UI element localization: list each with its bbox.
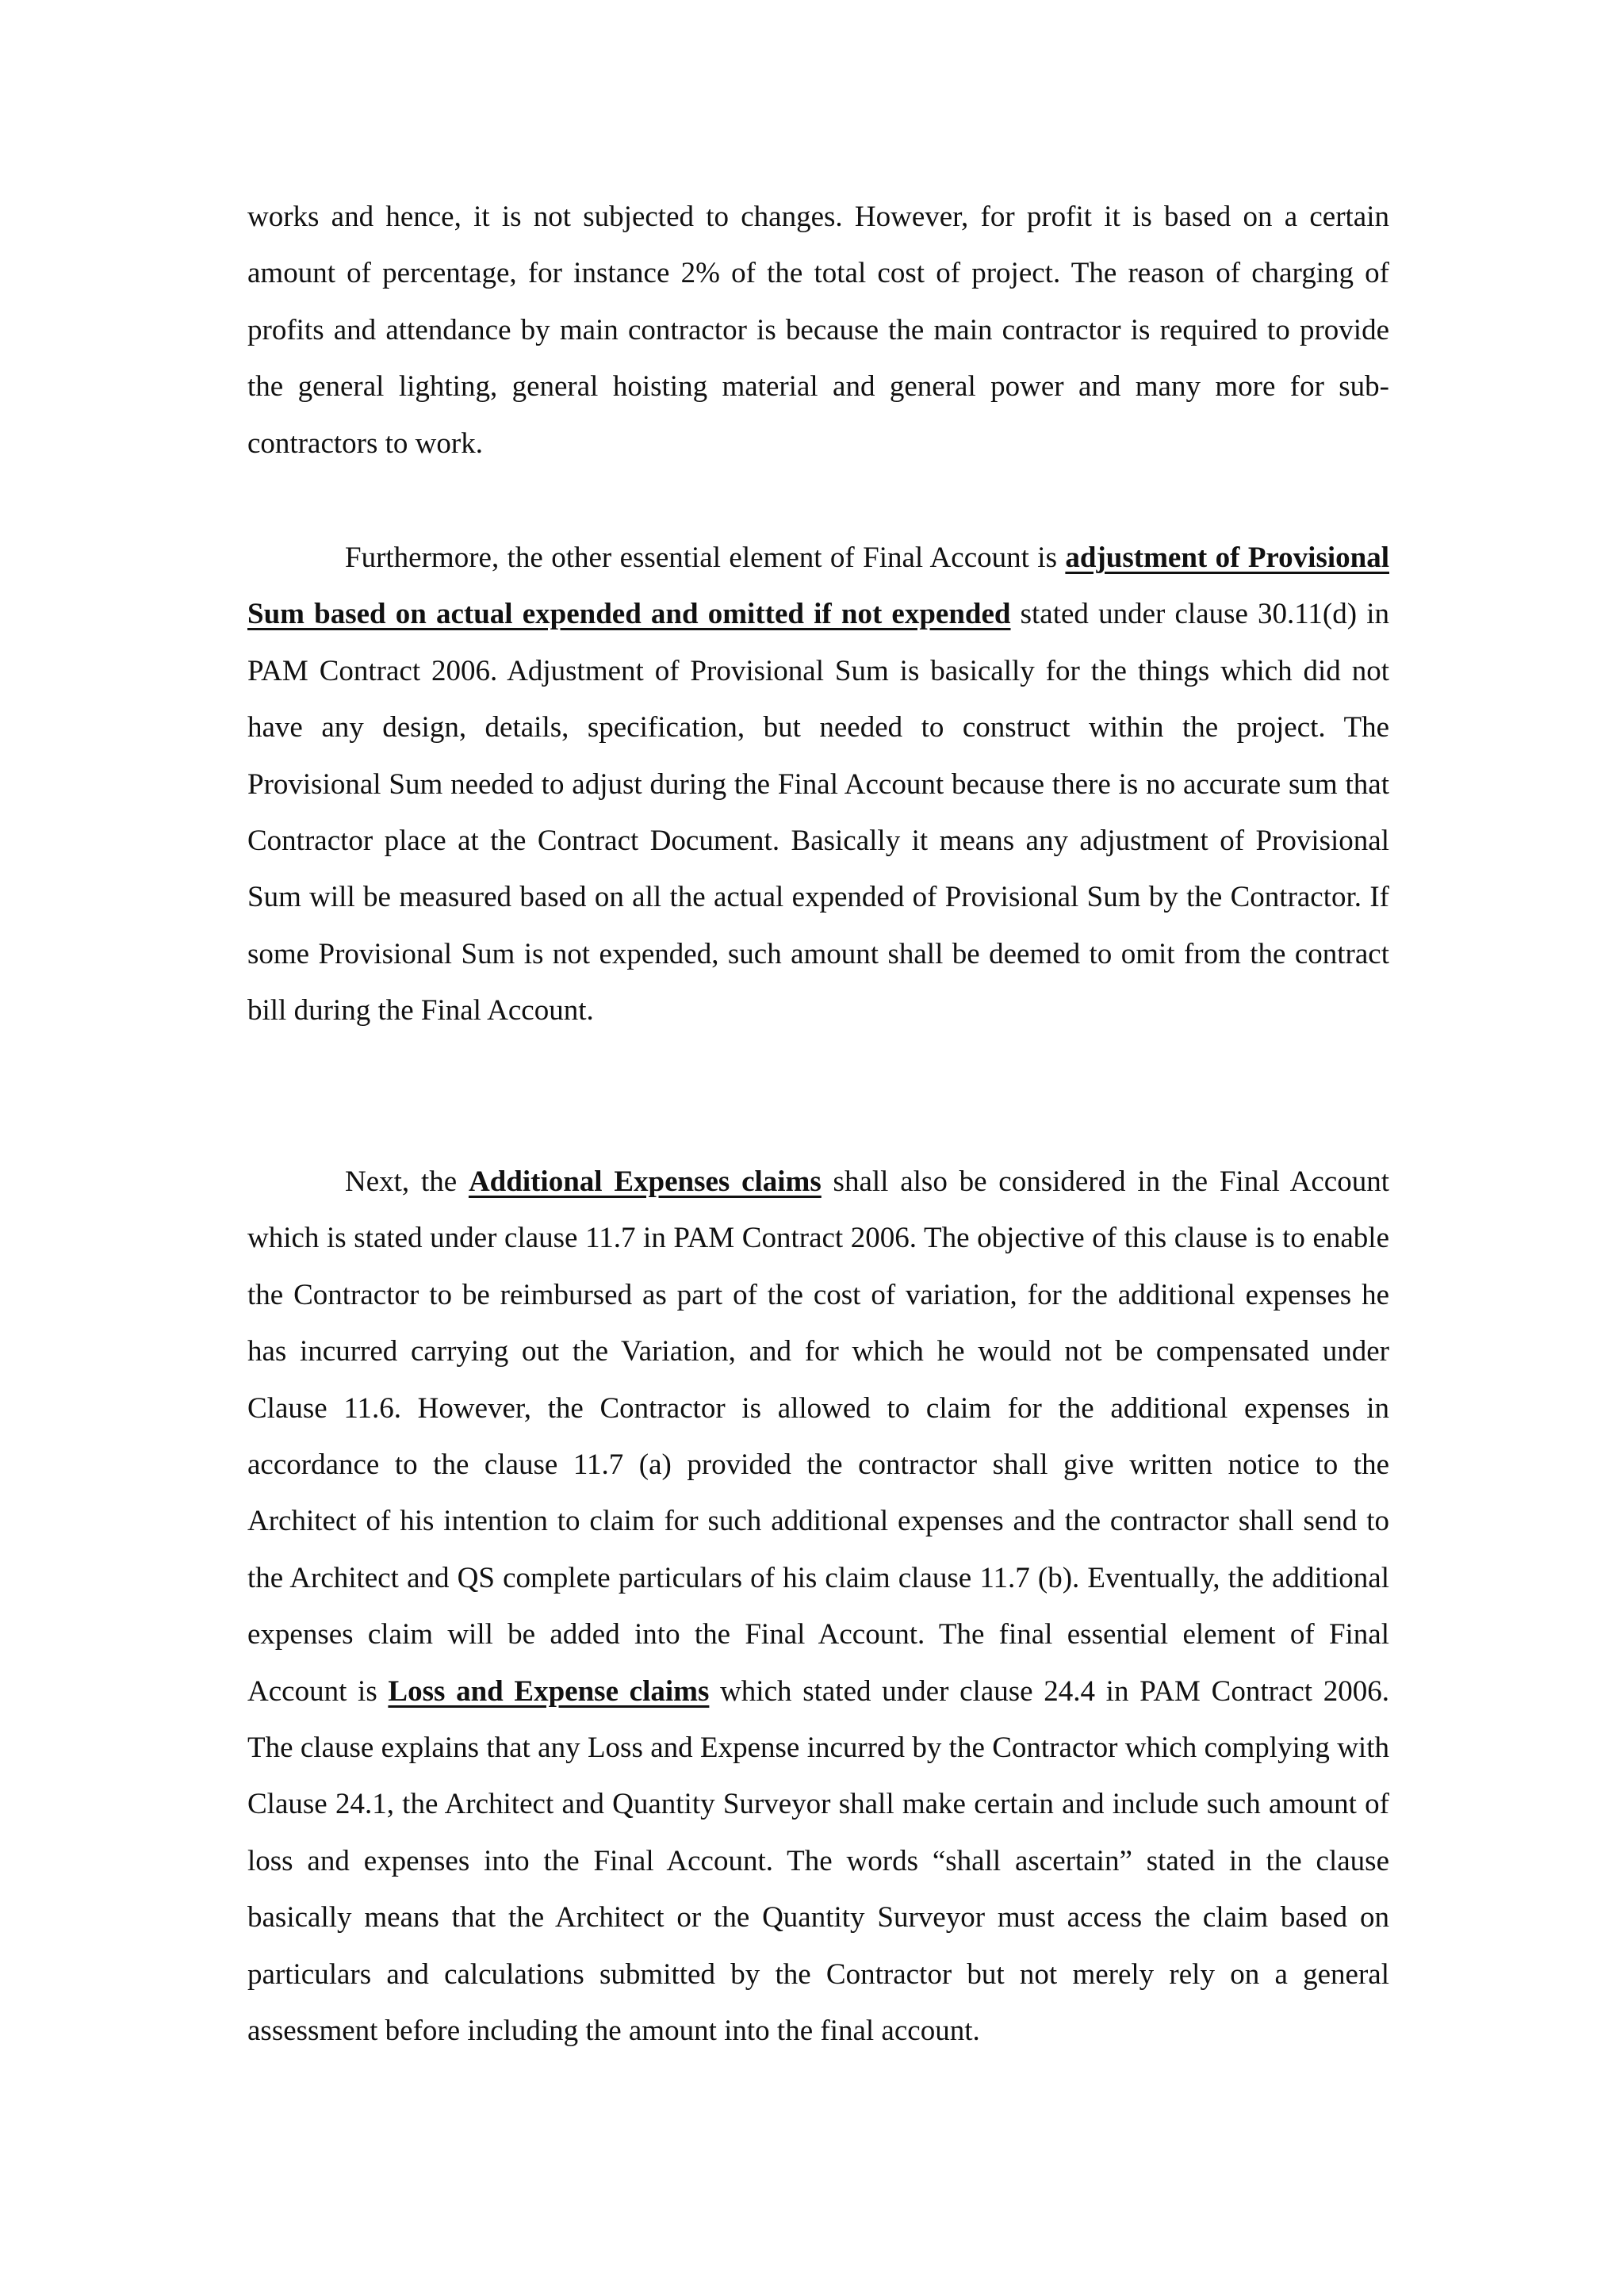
paragraph-2-lead: Furthermore, the other essential element of Final Account is (345, 541, 1066, 574)
paragraph-1-text: works and hence, it is not subjected to changes. However, for profit it is based on a certain amount of percentage, for instance 2% of the total cost of project. The reason of charging of profits and attendance by main contractor is because the main contractor is required to provide the general lighting, general hoisting material and general power and many more for sub-contractors to work. (247, 201, 1389, 460)
paragraph-2-rest: stated under clause 30.11(d) in PAM Contract 2006. Adjustment of Provisional Sum is basically for the things which did not have any design, details, specification, but needed to construct within the project. The Provisional Sum needed to adjust during the Final Account because there is no accurate sum that Contractor place at the Contract Document. Basically it means any adjustment of Provisional Sum will be measured based on all the actual expended of Provisional Sum by the Contractor. If some Provisional Sum is not expended, such amount shall be deemed to omit from the contract bill during the Final Account. (247, 598, 1389, 1027)
paragraph-additional-expenses (247, 1154, 1389, 2060)
additional-expenses-emphasis: Additional Expenses claims (468, 1165, 822, 1198)
paragraph-3-lead: Next, the (345, 1165, 469, 1198)
loss-expense-emphasis: Loss and Expense claims (388, 1674, 710, 1708)
paragraph-3-middle: shall also be considered in the Final Account which is stated under clause 11.7 in PAM Contract 2006. The objective of this clause is to enable the Contractor to be reimbursed as part of the cost of variation, for the additional expenses he has incurred carrying out the Variation, and for which he would not be compensated under Clause 11.6. However, the Contractor is allowed to claim for the additional expenses in accordance to the clause 11.7 (a) provided the contractor shall give written notice to the Architect of his intention to claim for such additional expenses and the contractor shall send to the Architect and QS complete particulars of his claim clause 11.7 (b). Eventually, the additional expenses claim will be added into the Final Account. The final essential element of Final Account is (247, 1165, 1389, 1708)
paragraph-3-rest: which stated under clause 24.4 in PAM Contract 2006. The clause explains that any Loss and Expense incurred by the Contractor which complying with Clause 24.1, the Architect and Quantity Surveyor shall make certain and include such amount of loss and expenses into the Final Account. The words “shall ascertain” stated in the clause basically means that the Architect or the Quantity Surveyor must access the claim based on particulars and calculations submitted by the Contractor but not merely rely on a general assessment before including the amount into the final account. (247, 1674, 1389, 2048)
paragraph-provisional-sum (247, 530, 1389, 1039)
provisional-sum-emphasis: adjustment of Provisional Sum based on actual expended and omitted if not expended (247, 541, 1389, 631)
paragraph-profit-attendance (247, 189, 1389, 472)
